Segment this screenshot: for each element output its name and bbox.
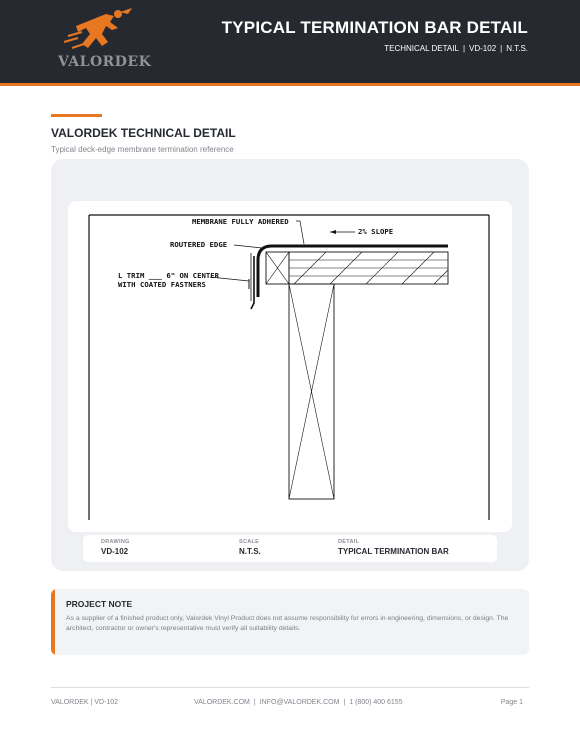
tb-detail-value: TYPICAL TERMINATION BAR (338, 547, 449, 556)
footer-email-link[interactable]: INFO@VALORDEK.COM (259, 699, 340, 706)
footer-doc-id: VALORDEK | VD-102 (51, 699, 119, 706)
tb-scale (239, 539, 261, 556)
termination-detail-svg (68, 201, 512, 532)
meta-drawing-number: VD-102 (469, 44, 497, 53)
membrane-line (258, 246, 448, 297)
label-trim-line1: L TRIM ___ 6" ON CENTER (118, 271, 220, 280)
header-meta (384, 44, 528, 53)
meta-doc-type: TECHNICAL DETAIL (384, 44, 459, 53)
footer-separator: | (253, 699, 256, 706)
valordek-logo (58, 6, 152, 78)
tb-drawing (101, 539, 130, 556)
header-accent-bar (0, 83, 580, 86)
runner-logo-icon (58, 6, 148, 56)
title-block (83, 535, 497, 562)
l-trim (251, 256, 254, 309)
footer-divider (51, 687, 529, 688)
meta-separator: | (500, 44, 503, 53)
document-title: VALORDEK TECHNICAL DETAIL (51, 126, 236, 140)
page-title: TYPICAL TERMINATION BAR DETAIL (221, 18, 528, 37)
label-slope: 2% SLOPE (358, 227, 394, 236)
page-header (0, 0, 580, 83)
meta-scale: N.T.S. (506, 44, 528, 53)
footer-page-number: Page 1 (500, 699, 523, 706)
footer-separator: | (343, 699, 346, 706)
document-subtitle: Typical deck-edge membrane termination reference (51, 145, 234, 154)
footer-contact (194, 699, 403, 706)
note-accent-bar (51, 589, 55, 655)
tb-detail (338, 539, 449, 556)
project-note (51, 589, 529, 655)
logo-wordmark: VALORDEK (58, 54, 152, 70)
tb-drawing-value: VD-102 (101, 547, 129, 556)
note-title: PROJECT NOTE (66, 599, 133, 609)
tb-scale-value: N.T.S. (239, 547, 261, 556)
leader-routered-edge (234, 245, 262, 248)
label-membrane: MEMBRANE FULLY ADHERED (192, 217, 289, 226)
footer-website-link[interactable]: VALORDEK.COM (194, 699, 250, 706)
meta-separator: | (462, 44, 466, 53)
section-accent-line (51, 114, 102, 117)
tb-detail-label: DETAIL (338, 539, 360, 545)
tb-drawing-label: DRAWING (101, 539, 130, 545)
note-text: As a supplier of a finished product only, Valordek Vinyl Product does not assume responsibility for errors in engineering, dimensions, or design. The architect, contractor or owner's representative must verify all suitability details. (66, 615, 509, 632)
joist-hatching (289, 252, 448, 284)
label-trim-line2: WITH COATED FASTNERS (118, 280, 206, 289)
leader-membrane (296, 221, 304, 244)
footer-phone: 1 (800) 400 6155 (349, 699, 403, 706)
tb-scale-label: SCALE (239, 539, 260, 545)
label-routered-edge: ROUTERED EDGE (170, 240, 228, 249)
technical-drawing (68, 201, 512, 532)
